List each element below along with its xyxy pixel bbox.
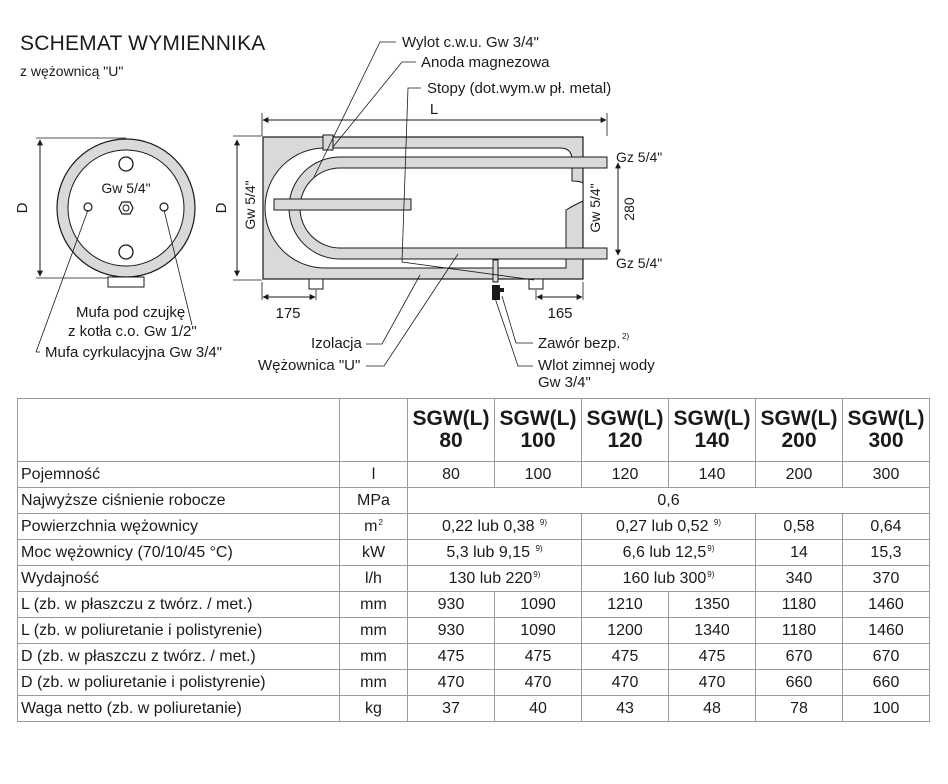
diagram-subtitle: z wężownicą "U" — [20, 63, 124, 79]
value-cell: 475 — [495, 644, 582, 670]
value-cell: 100 — [495, 462, 582, 488]
value-cell: 0,22 lub 0,38 $^{9)}$ — [408, 514, 582, 540]
value-cell: 930 — [408, 592, 495, 618]
cold-water-inlet — [493, 260, 498, 282]
value-cell: 160 lub 300$^{9)}$ — [582, 566, 756, 592]
value-cell: 140 — [669, 462, 756, 488]
sensor-socket-icon — [84, 203, 92, 211]
value-cell: 470 — [669, 670, 756, 696]
value-cell: 340 — [756, 566, 843, 592]
model-header: SGW(L) 80 — [408, 399, 495, 462]
value-cell: 100 — [843, 696, 930, 722]
table-row — [18, 540, 930, 566]
u-coil-label: Wężownica "U" — [258, 357, 361, 374]
unit-cell: kg — [340, 696, 408, 722]
side-foot-right — [529, 279, 543, 289]
value-cell: 14 — [756, 540, 843, 566]
param-cell: D (zb. w poliuretanie i polistyrenie) — [18, 670, 340, 696]
value-cell: 40 — [495, 696, 582, 722]
table-row — [18, 566, 930, 592]
dim-175-label: 175 — [275, 305, 301, 322]
model-header: SGW(L) 200 — [756, 399, 843, 462]
table-row — [18, 696, 930, 722]
length-label: L — [429, 101, 439, 118]
table-row — [18, 514, 930, 540]
value-cell: 670 — [843, 644, 930, 670]
dim-165-label: 165 — [547, 305, 573, 322]
param-cell: D (zb. w płaszczu z twórz. / met.) — [18, 644, 340, 670]
value-cell: 1460 — [843, 618, 930, 644]
param-cell: L (zb. w płaszczu z twórz. / met.) — [18, 592, 340, 618]
circulation-socket-label: Mufa cyrkulacyjna Gw 3/4" — [45, 344, 223, 361]
model-header: SGW(L) 140 — [669, 399, 756, 462]
param-cell: Moc wężownicy (70/10/45 °C) — [18, 540, 340, 566]
value-cell: 470 — [408, 670, 495, 696]
value-cell: 660 — [756, 670, 843, 696]
value-cell: 48 — [669, 696, 756, 722]
sensor-socket-label-1: Mufa pod czujkę — [76, 304, 186, 321]
diagram-title: SCHEMAT WYMIENNIKA — [20, 32, 266, 55]
front-d-label: D — [14, 202, 31, 214]
value-cell: 670 — [756, 644, 843, 670]
upper-port-icon — [119, 157, 133, 171]
value-cell: 1180 — [756, 618, 843, 644]
unit-cell: kW — [340, 540, 408, 566]
value-cell: 470 — [495, 670, 582, 696]
header-empty-unit — [340, 399, 408, 462]
table-row — [18, 618, 930, 644]
value-cell: 470 — [582, 670, 669, 696]
param-cell: L (zb. w poliuretanie i polistyrenie) — [18, 618, 340, 644]
value-cell: 80 — [408, 462, 495, 488]
lower-port-icon — [119, 245, 133, 259]
safety-valve-note: 2) — [622, 332, 630, 341]
unit-cell: l/h — [340, 566, 408, 592]
table-row — [18, 462, 930, 488]
value-cell: 1200 — [582, 618, 669, 644]
param-cell: Pojemność — [18, 462, 340, 488]
side-d-label: D — [213, 202, 230, 214]
value-cell: 0,58 — [756, 514, 843, 540]
magnesium-anode — [274, 199, 411, 210]
hot-water-outlet-label: Wylot c.w.u. Gw 3/4" — [402, 34, 539, 51]
value-cell: 930 — [408, 618, 495, 644]
coil-spacing-label: 280 — [621, 197, 637, 221]
value-cell: 15,3 — [843, 540, 930, 566]
unit-cell: mm — [340, 644, 408, 670]
model-header: SGW(L) 300 — [843, 399, 930, 462]
table-row — [18, 644, 930, 670]
unit-cell: $m^2$ — [340, 514, 408, 540]
value-cell: 1340 — [669, 618, 756, 644]
unit-cell: mm — [340, 592, 408, 618]
value-cell: 0,64 — [843, 514, 930, 540]
table-row — [18, 592, 930, 618]
model-header: SGW(L) 100 — [495, 399, 582, 462]
insulation-label: Izolacja — [311, 335, 362, 352]
value-cell: 43 — [582, 696, 669, 722]
value-cell: 37 — [408, 696, 495, 722]
value-cell: 300 — [843, 462, 930, 488]
side-gw-left-label: Gw 5/4" — [242, 180, 258, 230]
unit-cell: mm — [340, 670, 408, 696]
table-row — [18, 670, 930, 696]
value-cell: 475 — [408, 644, 495, 670]
gz-top-label: Gz 5/4" — [616, 149, 663, 165]
value-cell: 120 — [582, 462, 669, 488]
value-cell: 78 — [756, 696, 843, 722]
value-cell: 660 — [843, 670, 930, 696]
unit-cell: mm — [340, 618, 408, 644]
feet-label: Stopy (dot.wym.w pł. metal) — [427, 80, 612, 97]
circulation-socket-icon — [160, 203, 168, 211]
magnesium-anode-label: Anoda magnezowa — [421, 54, 550, 71]
unit-cell: MPa — [340, 488, 408, 514]
cold-water-inlet-label-2: Gw 3/4" — [538, 374, 591, 391]
value-cell: 0,27 lub 0,52 $^{9)}$ — [582, 514, 756, 540]
sensor-socket-label-2: z kotła c.o. Gw 1/2" — [68, 323, 197, 340]
value-cell: 0,6 — [408, 488, 930, 514]
value-cell: 1180 — [756, 592, 843, 618]
side-foot-left — [309, 279, 323, 289]
param-cell: Najwyższe ciśnienie robocze — [18, 488, 340, 514]
param-cell: Waga netto (zb. w poliuretanie) — [18, 696, 340, 722]
value-cell: 6,6 lub 12,5$^{9)}$ — [582, 540, 756, 566]
value-cell: 475 — [582, 644, 669, 670]
safety-valve-icon — [492, 285, 500, 300]
value-cell: 200 — [756, 462, 843, 488]
model-header: SGW(L) 120 — [582, 399, 669, 462]
header-empty-param — [18, 399, 340, 462]
side-view — [213, 101, 662, 322]
side-gw-right-label: Gw 5/4" — [587, 183, 603, 233]
param-cell: Wydajność — [18, 566, 340, 592]
front-foot — [108, 277, 144, 287]
value-cell: 1090 — [495, 592, 582, 618]
value-cell: 5,3 lub 9,15 $^{9)}$ — [408, 540, 582, 566]
unit-cell: l — [340, 462, 408, 488]
gz-bottom-label: Gz 5/4" — [616, 255, 663, 271]
value-cell: 475 — [669, 644, 756, 670]
value-cell: 1460 — [843, 592, 930, 618]
cold-water-inlet-label-1: Wlot zimnej wody — [538, 357, 655, 374]
param-cell: Powierzchnia wężownicy — [18, 514, 340, 540]
value-cell: 370 — [843, 566, 930, 592]
value-cell: 1350 — [669, 592, 756, 618]
table-row — [18, 488, 930, 514]
safety-valve-label: Zawór bezp. — [538, 335, 621, 352]
value-cell: 130 lub 220$^{9)}$ — [408, 566, 582, 592]
value-cell: 1210 — [582, 592, 669, 618]
front-gw-label: Gw 5/4" — [101, 180, 151, 196]
value-cell: 1090 — [495, 618, 582, 644]
specs-table — [17, 398, 930, 722]
model-header-row — [18, 399, 930, 462]
